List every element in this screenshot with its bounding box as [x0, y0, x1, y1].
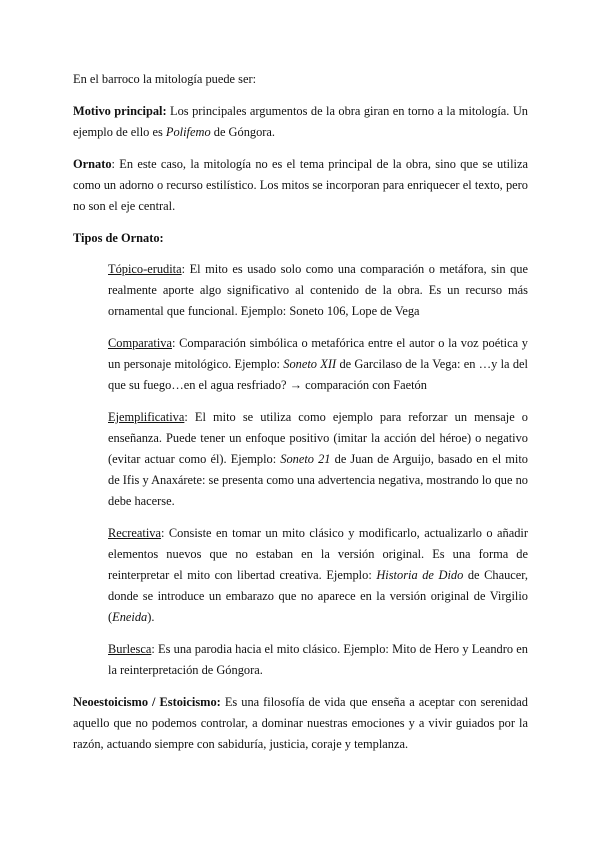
burlesca-paragraph — [108, 639, 528, 681]
ejemplificativa-text: : El mito se utiliza como ejemplo para reforzar un mensaje o enseñanza. Puede tener un enfoque positivo (imitar la acción del héroe) o negativo (evitar actuar como él). Ejemplo: — [108, 410, 528, 466]
ejemplificativa-text-end: de Juan de Arguijo, basado en el mito de Ifis y Anaxárete: se presenta como una advertencia negativa, mostrando lo que no debe hacerse. — [108, 452, 529, 508]
neoestoicismo-term: Neoestoicismo / Estoicismo: — [73, 695, 221, 709]
motivo-principal-paragraph — [73, 101, 528, 143]
comparativa-text-end: de Garcilaso de la Vega: en …y la del que su fuego…en el agua resfriado? → comparación con Faetón — [108, 357, 528, 392]
eneida-title: Eneida — [112, 610, 148, 624]
motivo-principal-text-end: de Góngora. — [210, 125, 275, 139]
recreativa-text-end: ). — [147, 610, 155, 624]
polifemo-title: Polifemo — [165, 125, 211, 139]
soneto-xii-title: Soneto XII — [283, 357, 337, 371]
comparativa-term: Comparativa — [108, 336, 172, 350]
topico-erudita-term: Tópico-erudita — [108, 262, 182, 276]
topico-erudita-paragraph — [108, 259, 528, 322]
topico-erudita-text: : El mito es usado solo como una comparación o metáfora, sin que realmente aporte algo significativo al contenido de la obra. Es un recurso más ornamental que funcional. Ejemplo: Soneto 106, Lope de Vega — [108, 262, 528, 318]
historia-de-dido-title: Historia de Dido — [376, 568, 464, 582]
comparativa-paragraph — [108, 333, 528, 396]
soneto-21-title: Soneto 21 — [280, 452, 331, 466]
recreativa-term: Recreativa — [108, 526, 161, 540]
ejemplificativa-term: Ejemplificativa — [108, 410, 185, 424]
ornato-term: Ornato — [73, 157, 112, 171]
burlesca-text: : Es una parodia hacia el mito clásico. Ejemplo: Mito de Hero y Leandro en la reinterpretación de Góngora. — [108, 642, 528, 677]
recreativa-text-mid: de Chaucer, donde se introduce un embarazo que no aparece en la versión original de Virgilio ( — [108, 568, 528, 624]
neoestoicismo-paragraph — [73, 692, 528, 755]
tipos-de-ornato-heading: Tipos de Ornato: — [73, 231, 164, 245]
ornato-text: : En este caso, la mitología no es el tema principal de la obra, sino que se utiliza como un adorno o recurso estilístico. Los mitos se incorporan para enriquecer el texto, pero no son el eje central. — [73, 157, 528, 213]
ornato-paragraph — [73, 154, 528, 217]
intro-line: En el barroco la mitología puede ser: — [73, 72, 257, 86]
comparativa-text: : Comparación simbólica o metafórica entre el autor o la voz poética y un personaje mitológico. Ejemplo: — [108, 336, 528, 371]
neoestoicismo-text: Es una filosofía de vida que enseña a aceptar con serenidad aquello que no podemos controlar, a dominar nuestras emociones y a vivir guiados por la razón, actuando siempre con sabiduría, justicia, coraje y templanza. — [73, 695, 528, 751]
ejemplificativa-paragraph — [108, 407, 528, 512]
motivo-principal-term: Motivo principal: — [73, 104, 167, 118]
recreativa-text: : Consiste en tomar un mito clásico y modificarlo, actualizarlo o añadir elementos nuevos que no estaban en la versión original. Es una forma de reinterpretar el mito con libertad creativa. Ejemplo: — [108, 526, 528, 582]
motivo-principal-text: Los principales argumentos de la obra giran en torno a la mitología. Un ejemplo de ello es — [73, 104, 528, 139]
burlesca-term: Burlesca — [108, 642, 152, 656]
recreativa-paragraph — [108, 523, 528, 628]
